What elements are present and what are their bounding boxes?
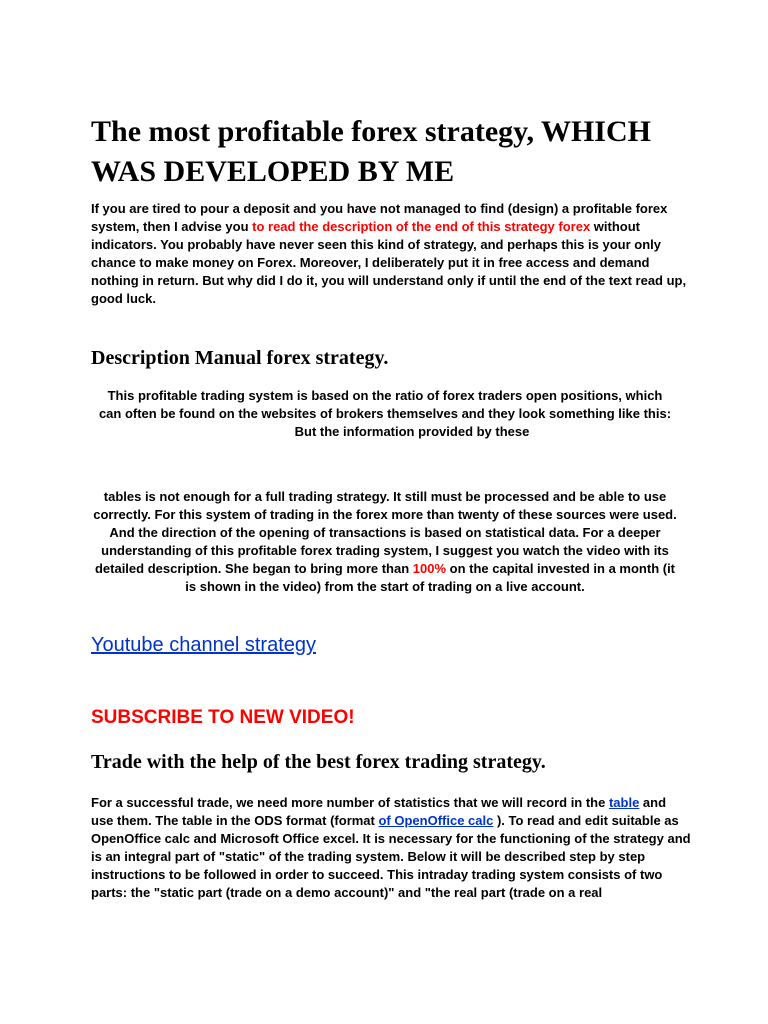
subscribe-heading: SUBSCRIBE TO NEW VIDEO!	[91, 707, 355, 728]
description-text-2: tables is not enough for a full trading strategy. It still must be processed and be able to use correctly. For this system of trading in the forex more than twenty of these sources were used. And the direction of the opening of transactions is based on statistical data. For a deeper understanding of this profitable forex trading system, I suggest you watch the video with its detailed description. She began to bring more than	[93, 489, 677, 576]
trade-paragraph	[91, 794, 691, 902]
trade-text-3: ). To read and edit suitable as OpenOffice calc and Microsoft Office excel. It is necessary for the functioning of the strategy and is an integral part of "static" of the trading system. Below it will be described step by step instructions to be followed in order to succeed. This intraday trading system consists of two parts: the "static part (trade on a demo account)" and "the real part (trade on a real	[91, 813, 691, 900]
intro-text-2: without indicators. You probably have never seen this kind of strategy, and perhaps this is your only chance to make money on Forex. Moreover, I deliberately put it in free access and demand nothing in return. But why did I do it, you will understand only if until the end of the text read up, good luck.	[91, 219, 687, 306]
youtube-channel-link[interactable]: Youtube channel strategy	[91, 634, 316, 656]
trade-text-1: For a successful trade, we need more number of statistics that we will record in the	[91, 795, 609, 810]
description-heading: Description Manual forex strategy.	[91, 347, 389, 369]
table-link[interactable]: table	[608, 795, 640, 810]
description-text-3: on the capital invested in a month (it is shown in the video) from the start of trading on a live account.	[185, 561, 676, 594]
intro-text-1: If you are tired to pour a deposit and you have not managed to find (design) a profitable forex system, then I advise you	[91, 201, 668, 234]
description-paragraph-1	[97, 387, 673, 441]
end-description-link[interactable]: to read the description of the end of this strategy forex	[252, 219, 591, 234]
trade-text-2: and use them. The table in the ODS format (format	[91, 795, 667, 828]
description-paragraph-2	[91, 488, 679, 596]
page-title: The most profitable forex strategy, WHICH WAS DEVELOPED BY ME	[91, 115, 651, 188]
trade-heading: Trade with the help of the best forex trading strategy.	[91, 751, 546, 773]
description-text-1: This profitable trading system is based on the ratio of forex traders open positions, which can often be found on the websites of brokers themselves and they look something like this:	[98, 388, 672, 421]
percent-highlight: 100%	[412, 561, 447, 576]
openoffice-calc-link[interactable]: of OpenOffice calc	[378, 813, 494, 828]
intro-paragraph	[91, 200, 691, 308]
description-text-1-tail: But the information provided by these	[294, 424, 530, 439]
